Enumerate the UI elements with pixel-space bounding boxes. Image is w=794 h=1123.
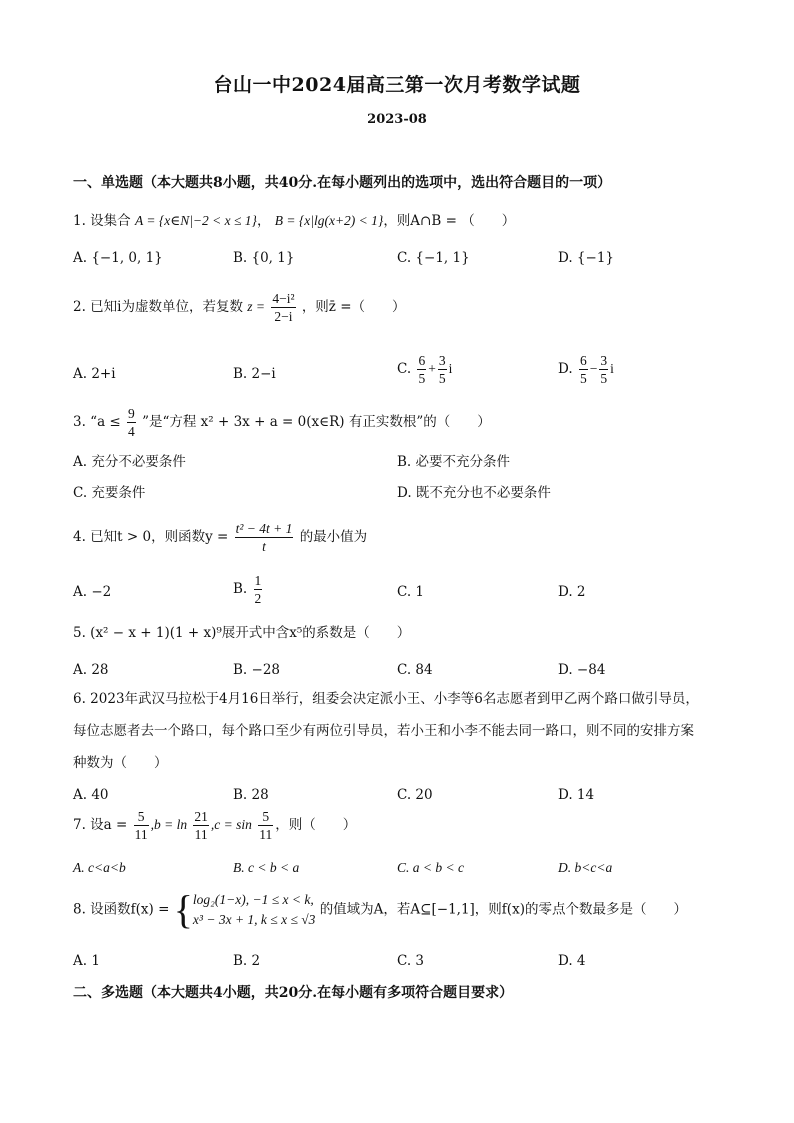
q7-option-c[interactable]: C. a < b < c xyxy=(397,860,464,875)
q2-option-d-label: D. xyxy=(558,361,573,377)
section-heading-single-choice: 一、单选题（本大题共8小题，共40分.在每小题列出的选项中，选出符合题目的一项） xyxy=(73,175,612,191)
q2-d-tail: i xyxy=(610,361,614,376)
q2-c-frac2 xyxy=(438,352,447,387)
q1-option-b[interactable]: B. {0, 1} xyxy=(233,250,295,266)
question-6-line-3: 种数为（ ） xyxy=(73,755,168,771)
q7-c-frac xyxy=(258,808,273,843)
q8-row2: x³ − 3x + 1, k ≤ x ≤ √3 xyxy=(192,912,316,927)
q4-b-num: 1 xyxy=(254,573,262,588)
q2-pre: 2. 已知i为虚数单位，若复数 xyxy=(73,299,243,315)
q5-option-b[interactable]: B. −28 xyxy=(233,662,280,678)
question-5: 5. (x² − x + 1)(1 + x)⁹展开式中含x⁵的系数是（ ） xyxy=(73,625,411,641)
q2-d-frac2-num: 3 xyxy=(600,353,608,368)
question-1: 1. 设集合 A = {x∈N|−2 < x ≤ 1}， B = {x|lg(x+2) < 1}，则A∩B = （ ） xyxy=(73,213,516,229)
q5-option-a[interactable]: A. 28 xyxy=(73,662,109,678)
section-heading-multi-choice: 二、多选题（本大题共4小题，共20分.在每小题有多项符合题目要求） xyxy=(73,985,514,1001)
q2-ask: ，则z̄ =（ ） xyxy=(301,299,406,315)
q3-option-d[interactable]: D. 既不充分也不必要条件 xyxy=(397,485,551,501)
q3-den: 4 xyxy=(128,424,135,439)
q6-option-b[interactable]: B. 28 xyxy=(233,787,269,803)
q8-option-c[interactable]: C. 3 xyxy=(397,953,425,969)
q2-num: 4−i² xyxy=(272,291,295,306)
q4-b-den: 2 xyxy=(254,591,262,606)
q4-fraction xyxy=(235,520,294,555)
q6-option-a[interactable]: A. 40 xyxy=(73,787,109,803)
q3-fraction xyxy=(127,405,136,440)
q2-d-frac1 xyxy=(579,352,588,387)
q2-c-frac1 xyxy=(417,352,426,387)
question-7 xyxy=(73,808,356,843)
q2-d-op: − xyxy=(589,361,598,376)
question-2 xyxy=(73,290,406,325)
q8-brace: { xyxy=(173,887,193,932)
exam-date: 2023-08 xyxy=(367,112,427,127)
q4-option-a[interactable]: A. −2 xyxy=(73,584,112,600)
q3-pre: 3. “a ≤ xyxy=(73,414,121,430)
q8-option-b[interactable]: B. 2 xyxy=(233,953,261,969)
question-6-line-2: 每位志愿者去一个路口，每个路口至少有两位引导员，若小王和小李不能去同一路口，则不同的安排方案 xyxy=(73,723,694,739)
q4-option-c[interactable]: C. 1 xyxy=(397,584,425,600)
q5-option-c[interactable]: C. 84 xyxy=(397,662,433,678)
q1-option-d[interactable]: D. {−1} xyxy=(558,250,615,266)
q7-ask: ，则（ ） xyxy=(275,817,357,833)
q7-pre: 7. 设a = xyxy=(73,817,128,833)
q7-option-b[interactable]: B. c < b < a xyxy=(233,860,300,875)
q6-option-c[interactable]: C. 20 xyxy=(397,787,433,803)
q2-c-frac2-den: 5 xyxy=(438,371,446,386)
q3-option-b[interactable]: B. 必要不充分条件 xyxy=(397,454,511,470)
q8-option-a[interactable]: A. 1 xyxy=(73,953,100,969)
q8-option-d[interactable]: D. 4 xyxy=(558,953,586,969)
q4-option-b-label: B. xyxy=(233,581,248,597)
q2-d-frac1-num: 6 xyxy=(579,353,587,368)
q4-den: t xyxy=(262,539,266,554)
q4-b-frac xyxy=(254,572,263,607)
q2-d-frac2 xyxy=(599,352,608,387)
q2-den: 2−i xyxy=(274,309,293,324)
q8-row1: log₂(1−x), −1 ≤ x < k, xyxy=(192,892,314,907)
q2-fraction xyxy=(271,290,295,325)
q2-c-frac1-num: 6 xyxy=(418,353,426,368)
q3-post: ”是“方程 x² + 3x + a = 0(x∈R) 有正实数根”的（ ） xyxy=(142,414,491,430)
q8-post: 的值域为A，若A⊆[−1,1]，则f(x)的零点个数最多是（ ） xyxy=(319,901,687,918)
q1-set-a: A = {x∈N|−2 < x ≤ 1} xyxy=(134,213,257,228)
q3-option-a[interactable]: A. 充分不必要条件 xyxy=(73,454,186,470)
q7-a-num: 5 xyxy=(134,808,149,826)
q7-b-num: 21 xyxy=(194,809,208,824)
question-6-line-1: 6. 2023年武汉马拉松于4月16日举行，组委会决定派小王、小李等6名志愿者到甲乙两个路口做引导员， xyxy=(73,691,699,707)
q7-a-den: 11 xyxy=(134,827,148,842)
question-3 xyxy=(73,405,491,440)
q5-option-d[interactable]: D. −84 xyxy=(558,662,606,678)
q3-option-c[interactable]: C. 充要条件 xyxy=(73,485,146,501)
q4-pre: 4. 已知t > 0，则函数y = xyxy=(73,529,229,545)
q4-option-b[interactable] xyxy=(233,572,264,607)
q2-z: z = xyxy=(247,299,266,314)
q6-option-d[interactable]: D. 14 xyxy=(558,787,595,803)
q2-c-frac2-num: 3 xyxy=(438,353,446,368)
q7-b-pre: ,b = ln xyxy=(150,817,188,832)
q2-option-d[interactable] xyxy=(558,352,614,387)
page-title: 台山一中2024届高三第一次月考数学试题 xyxy=(213,74,581,96)
q7-b-den: 11 xyxy=(194,827,208,842)
q4-post: 的最小值为 xyxy=(299,529,368,545)
q2-d-frac2-den: 5 xyxy=(600,371,608,386)
q2-option-c-label: C. xyxy=(397,361,412,377)
q7-c-den: 11 xyxy=(259,827,273,842)
q2-d-frac1-den: 5 xyxy=(579,371,587,386)
q1-ask: ，则A∩B = （ ） xyxy=(383,213,516,229)
q4-num: t² − 4t + 1 xyxy=(235,521,293,536)
q2-option-b[interactable]: B. 2−i xyxy=(233,366,276,382)
q1-option-c[interactable]: C. {−1, 1} xyxy=(397,250,470,266)
q7-c-pre: ,c = sin xyxy=(210,817,252,832)
q1-option-a[interactable]: A. {−1, 0, 1} xyxy=(73,250,163,266)
q2-c-op: + xyxy=(428,361,436,376)
q7-a-frac xyxy=(134,808,149,843)
q7-b-frac xyxy=(193,808,209,843)
q2-option-a[interactable]: A. 2+i xyxy=(73,366,116,382)
question-8 xyxy=(73,887,687,932)
q7-option-d[interactable]: D. b<c<a xyxy=(558,860,613,875)
q7-c-num: 5 xyxy=(258,808,273,826)
q3-num: 9 xyxy=(128,406,135,421)
q2-c-frac1-den: 5 xyxy=(418,371,426,386)
question-4 xyxy=(73,520,367,555)
q7-option-a[interactable]: A. c<a<b xyxy=(73,860,126,875)
q8-piecewise xyxy=(173,887,316,932)
q2-option-c[interactable] xyxy=(397,352,452,387)
q2-c-tail: i xyxy=(448,361,453,376)
q4-option-d[interactable]: D. 2 xyxy=(558,584,586,600)
q1-set-b: B = {x|lg(x+2) < 1} xyxy=(274,213,384,228)
q8-pre: 8. 设函数f(x) = xyxy=(73,901,170,918)
q1-label: 1. 设集合 xyxy=(73,213,131,229)
